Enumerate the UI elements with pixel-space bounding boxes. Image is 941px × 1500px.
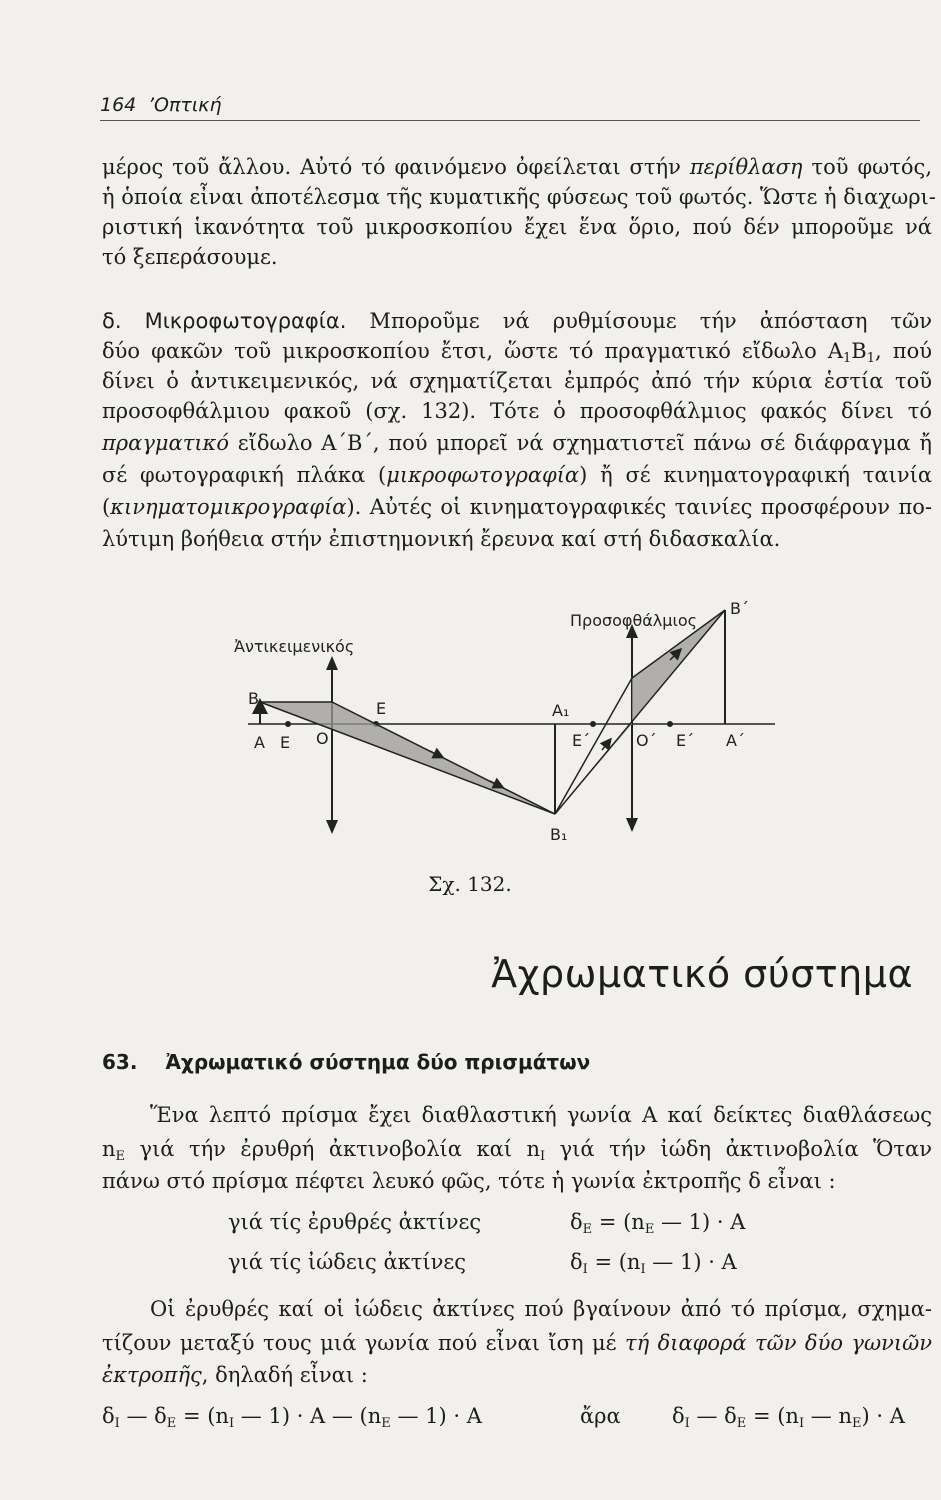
text-line: ἐκτροπῆς, δηλαδή εἶναι : xyxy=(102,1363,368,1387)
label-A-prime: Α΄ xyxy=(726,731,745,750)
chapter-title: Ἀχρωματικό σύστημα xyxy=(491,952,913,996)
text-line: πραγματικό εἴδωλο Α΄Β΄, πού μπορεῖ νά σχηματιστεῖ πάνω σέ διάφραγμα ἤ xyxy=(102,431,932,455)
label-B: Β xyxy=(248,689,259,708)
formula-ara: ἄρα xyxy=(580,1404,621,1428)
text-line: ριστική ἱκανότητα τοῦ μικροσκοπίου ἔχει ἕνα ὅριο, πού δέν μποροῦμε νά xyxy=(102,215,932,239)
label-A1: Α₁ xyxy=(552,701,570,720)
label-A: Α xyxy=(254,733,265,752)
formula-red-label: γιά τίς ἐρυθρές ἀκτίνες xyxy=(228,1210,482,1234)
label-E-prime-2: Ε΄ xyxy=(676,731,695,750)
text-line: (κινηματομικρογραφία). Αὐτές οἱ κινηματογραφικές ταινίες προσφέρουν πο- xyxy=(102,495,932,519)
formula-final: $\delta_I$ — $\delta_E = (n_I$ — 1) · Α — ($n_E$ — 1) · Α xyxy=(102,1404,482,1431)
text-line: δύο φακῶν τοῦ μικροσκοπίου ἔτσι, ὥστε τό πραγματικό εἴδωλο $A_1B_1$, πού xyxy=(102,339,932,366)
text-line: πάνω στό πρίσμα πέφτει λευκό φῶς, τότε ἡ γωνία ἐκτροπῆς δ εἶναι : xyxy=(102,1169,836,1193)
page-header xyxy=(100,88,920,121)
section-heading: δ. Μικροφωτογραφία. xyxy=(102,309,347,333)
text-line: Ἕνα λεπτό πρίσμα ἔχει διαθλαστική γωνία Α καί δείκτες διαθλάσεως xyxy=(150,1103,932,1127)
text-line: $n_E$ γιά τήν ἐρυθρή ἀκτινοβολία καί $n_I$ γιά τήν ἰώδη ἀκτινοβολία Ὅταν xyxy=(102,1137,932,1164)
text-line: ἡ ὁποία εἶναι ἀποτέλεσμα τῆς κυματικῆς φύσεως τοῦ φωτός. Ὥστε ἡ διαχωρι- xyxy=(102,185,936,209)
text-line: τό ξεπεράσουμε. xyxy=(102,245,278,269)
text-line: σέ φωτογραφική πλάκα (μικροφωτογραφία) ἤ σέ κινηματογραφική ταινία xyxy=(102,463,932,487)
formula-red: $\delta_E = (n_E$ — 1) · Α xyxy=(570,1210,746,1237)
label-eyepiece: Προσοφθάλμιος xyxy=(570,611,698,630)
label-E2: Ε xyxy=(376,699,387,718)
label-B-prime: Β΄ xyxy=(730,600,749,618)
label-E: Ε xyxy=(280,733,291,752)
text-line: τίζουν μεταξύ τους μιά γωνία πού εἶναι ἴση μέ τή διαφορά τῶν δύο γωνιῶν xyxy=(102,1331,932,1355)
figure-caption: Σχ. 132. xyxy=(428,872,512,896)
formula-violet-label: γιά τίς ἰώδεις ἀκτίνες xyxy=(228,1250,467,1274)
page-number: 164 xyxy=(100,94,137,116)
text-line: δ. Μικροφωτογραφία. Μποροῦμε νά ρυθμίσουμε τήν ἀπόσταση τῶν xyxy=(102,309,932,333)
microscope-ray-diagram xyxy=(230,600,790,850)
label-O-prime: Ο΄ xyxy=(636,731,657,750)
running-title: ’Οπτική xyxy=(148,94,222,116)
formula-violet: $\delta_I = (n_I$ — 1) · Α xyxy=(570,1250,737,1277)
label-E-prime: Ε΄ xyxy=(572,731,591,750)
label-B1: Β₁ xyxy=(550,825,568,844)
label-O: Ο xyxy=(316,729,329,748)
text-line: Οἱ ἐρυθρές καί οἱ ἰώδεις ἀκτίνες πού βγαίνουν ἀπό τό πρίσμα, σχημα- xyxy=(150,1297,932,1321)
section-title: 63. Ἀχρωματικό σύστημα δύο πρισμάτων xyxy=(102,1050,591,1074)
text-line: λύτιμη βοήθεια στήν ἐπιστημονική ἔρευνα καί στή διδασκαλία. xyxy=(102,527,781,551)
text-line: μέρος τοῦ ἄλλου. Αὐτό τό φαινόμενο ὀφείλεται στήν περίθλαση τοῦ φωτός, xyxy=(102,155,932,179)
formula-result: $\delta_I$ — $\delta_E = (n_I$ — $n_E) \cdot A$ xyxy=(672,1404,905,1431)
label-objective: Ἀντικειμενικός xyxy=(234,637,355,656)
text-line: προσοφθάλμιου φακοῦ (σχ. 132). Τότε ὁ προσοφθάλμιος φακός δίνει τό xyxy=(102,399,932,423)
text-line: δίνει ὁ ἀντικειμενικός, νά σχηματίζεται ἐμπρός ἀπό τήν κύρια ἑστία τοῦ xyxy=(102,369,932,393)
